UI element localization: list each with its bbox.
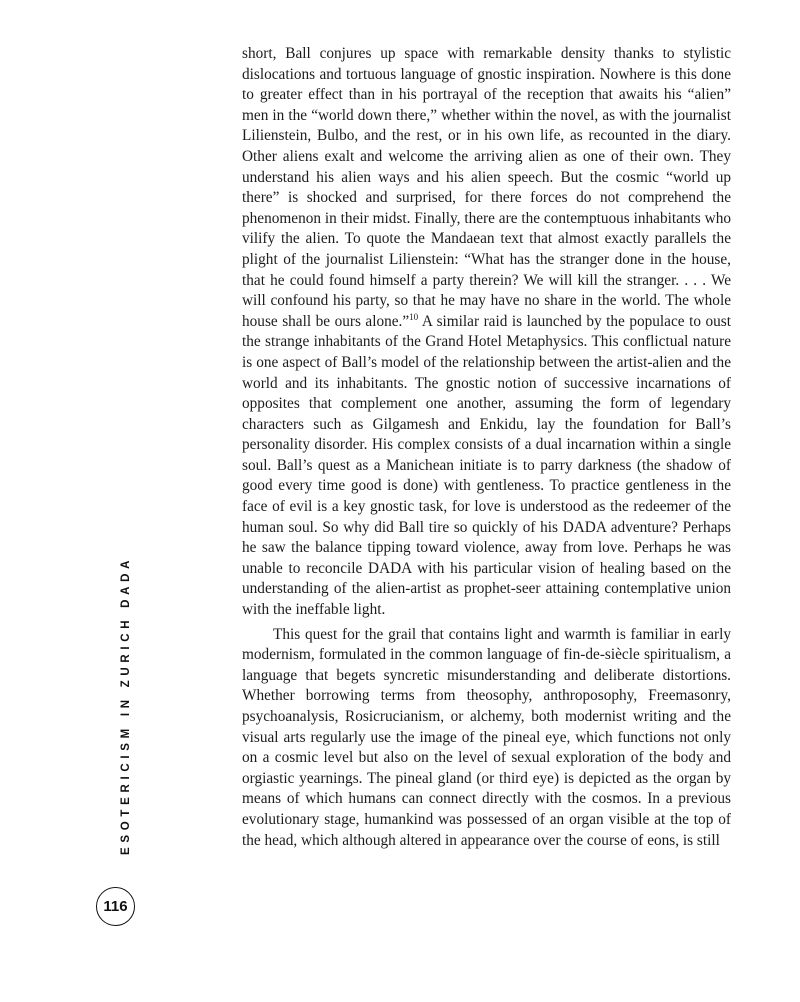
paragraph-2: This quest for the grail that contains light and warmth is familiar in early modernism, formulated in the common language of fin-de-siècle spiritualism, a language that begets syncretic misunderstanding and deliberate distortions. Whether borrowing terms from theosophy, anthroposophy, Freemasonry, psychoanalysis, Rosicrucianism, or alchemy, both modernist writing and the visual arts regularly use the image of the pineal eye, which functions not only on a cosmic level but also on the level of sexual exploration of the body and orgiastic yearnings. The pineal gland (or third eye) is depicted as the organ by means of which humans can connect directly with the cosmos. In a previous evolutionary stage, humankind was possessed of an organ visible at the top of the head, which although altered in appearance over the course of eons, is still [242, 625, 731, 849]
body-text [242, 44, 731, 851]
paragraph-1-continuation: A similar raid is launched by the populace to oust the strange inhabitants of the Grand Hotel Metaphysics. This conflictual nature is one aspect of Ball’s model of the relationship between the artist-alien and the world and its inhabitants. The gnostic notion of successive incarnations of opposites that complement one another, assuming the form of legendary characters such as Gilgamesh and Enkidu, lay the foundation for Ball’s personality disorder. His complex consists of a dual incarnation within a single soul. Ball’s quest as a Manichean initiate is to parry darkness (the shadow of good every time good is done) with gentleness. To practice gentleness in the face of evil is a key gnostic task, for love is understood as the redeemer of the human soul. So why did Ball tire so quickly of his DADA adventure? Perhaps he saw the balance tipping toward violence, away from love. Perhaps he was unable to reconcile DADA with his particular vision of healing based on the understanding of the alien-artist as prophet-seer attaining contemplative union with the ineffable light. [242, 312, 731, 619]
running-head: ESOTERICISM IN ZURICH DADA [120, 555, 132, 855]
page-number [96, 887, 135, 926]
paragraph-1 [242, 44, 731, 621]
footnote-reference[interactable]: 10 [409, 311, 419, 322]
page-number-label: 116 [103, 898, 128, 915]
paragraph-1-text: short, Ball conjures up space with remarkable density thanks to stylistic dislocations and tortuous language of gnostic inspiration. Nowhere is this done to greater effect than in his portrayal of the reception that awaits his “alien” men in the “world down there,” whether within the novel, as with the journalist Lilienstein, Bulbo, and the rest, or in his own life, as recounted in the diary. Other aliens exalt and welcome the arriving alien as one of their own. They understand his alien ways and his alien speech. But the cosmic “world up there” is shocked and surprised, for there forces do not comprehend the phenomenon in their midst. Finally, there are the contemptuous inhabitants who vilify the alien. To quote the Mandaean text that almost exactly parallels the plight of the journalist Lilienstein: “What has the stranger done in the house, that he could found himself a party therein? We will kill the stranger. . . . We will confound his party, so that he may have no share in the world. The whole house shall be ours alone.” [242, 45, 731, 330]
